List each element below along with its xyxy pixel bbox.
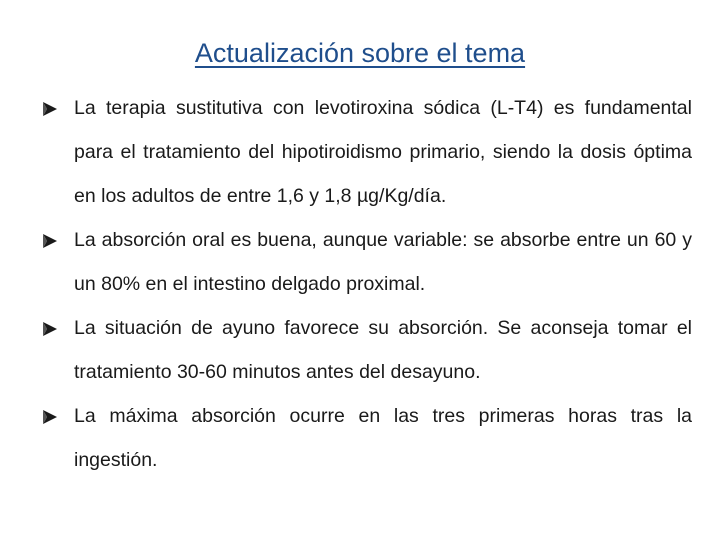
bullet-text: La absorción oral es buena, aunque variable: se absorbe entre un 60 y un 80% en el intestino delgado proximal. bbox=[74, 229, 692, 295]
bullet-text: La terapia sustitutiva con levotiroxina sódica (L-T4) es fundamental para el tratamiento del hipotiroidismo primario, siendo la dosis óptima en los adultos de entre 1,6 y 1,8 µg/Kg/día. bbox=[74, 97, 692, 207]
bullet-item bbox=[0, 218, 720, 306]
bullet-item bbox=[0, 86, 720, 218]
arrowhead-bullet-icon bbox=[42, 86, 62, 130]
bullet-list bbox=[0, 86, 720, 482]
bullet-text: La situación de ayuno favorece su absorción. Se aconseja tomar el tratamiento 30-60 minutos antes del desayuno. bbox=[74, 317, 692, 383]
slide-title: Actualización sobre el tema bbox=[194, 38, 526, 68]
bullet-item bbox=[0, 394, 720, 482]
arrowhead-bullet-icon bbox=[42, 394, 62, 438]
arrowhead-bullet-icon bbox=[42, 218, 62, 262]
bullet-item bbox=[0, 306, 720, 394]
bullet-text: La máxima absorción ocurre en las tres primeras horas tras la ingestión. bbox=[74, 405, 692, 471]
arrowhead-bullet-icon bbox=[42, 306, 62, 350]
